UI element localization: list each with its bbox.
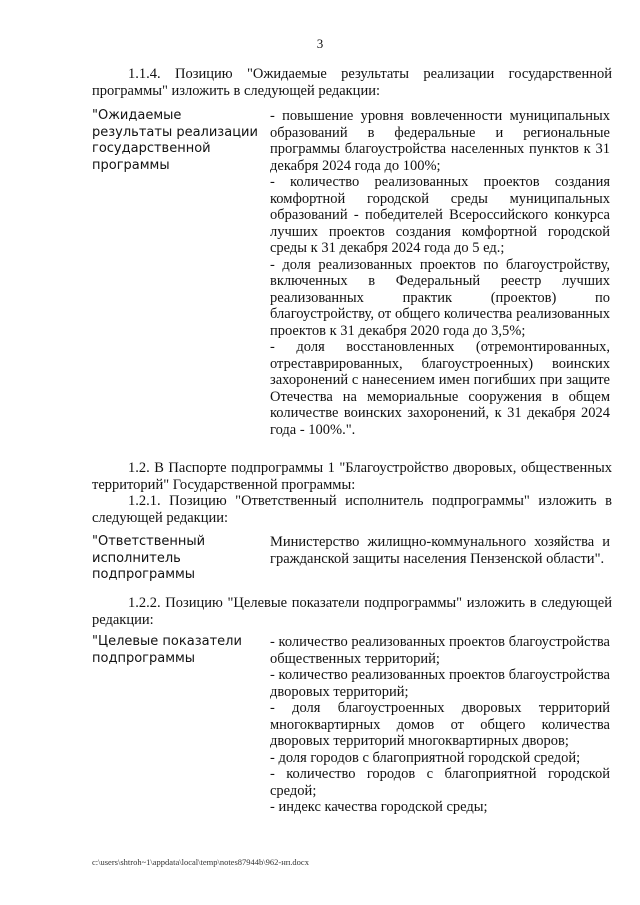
list-item: - индекс качества городской среды; <box>270 799 488 815</box>
list-item: - количество реализованных проектов создания комфортной городской среды муниципальных образований - победителей Всероссийского конкурса лучших проектов создания комфортной городской среды к 31 декабря 2024 года до 5 ед.; <box>270 174 610 256</box>
page-number: 3 <box>316 36 324 51</box>
responsible-executor-value: Министерство жилищно-коммунального хозяйства и гражданской защиты населения Пензенской области". <box>270 534 610 567</box>
responsible-executor-table <box>92 534 612 584</box>
target-indicators-table <box>92 634 612 816</box>
list-item: - доля реализованных проектов по благоустройству, включенных в Федеральный реестр лучших реализованных практик (проектов) по благоустройству, от общего количества реализованных проектов к 31 декабря 2020 года до 3,5%; <box>270 256 610 339</box>
file-path-footer: c:\users\shtroh~1\appdata\local\temp\notes87944b\962-нп.docx <box>92 857 309 867</box>
expected-results-label: "Ожидаемые результаты реализации государственной программы <box>92 108 258 173</box>
expected-results-list <box>270 108 610 438</box>
section-1-2-intro: 1.2. В Паспорте подпрограммы 1 "Благоустройство дворовых, общественных территорий" Государственной программы: <box>92 460 612 493</box>
target-indicators-list <box>270 634 610 816</box>
target-indicators-label: "Целевые показатели подпрограммы <box>92 634 242 666</box>
list-item: - количество городов с благоприятной городской средой; <box>270 766 610 799</box>
list-item: - доля благоустроенных дворовых территорий многоквартирных домов от общего количества дворовых территорий многоквартирных дворов; <box>270 700 610 749</box>
list-item: - количество реализованных проектов благоустройства дворовых территорий; <box>270 667 610 700</box>
section-1-2-1-intro: 1.2.1. Позицию "Ответственный исполнитель подпрограммы" изложить в следующей редакции: <box>92 493 612 526</box>
list-item: - доля городов с благоприятной городской средой; <box>270 749 581 766</box>
list-item: - доля восстановленных (отремонтированных, отреставрированных, благоустроенных) воинских захоронений с нанесением имен погибших при защите Отечества на мемориальные сооружения в общем количестве воинских захоронений, к 31 декабря 2024 года - 100%.". <box>270 339 610 438</box>
section-1-2-2-intro: 1.2.2. Позицию "Целевые показатели подпрограммы" изложить в следующей редакции: <box>92 595 612 628</box>
expected-results-table <box>92 108 612 438</box>
section-1-1-4-intro: 1.1.4. Позицию "Ожидаемые результаты реализации государственной программы" изложить в следующей редакции: <box>92 66 612 99</box>
responsible-executor-label: "Ответственный исполнитель подпрограммы <box>92 534 206 582</box>
list-item: - количество реализованных проектов благоустройства общественных территорий; <box>270 634 610 667</box>
list-item: - повышение уровня вовлеченности муниципальных образований в федеральные и региональные программы благоустройства населенных пунктов к 31 декабря 2024 года до 100%; <box>270 108 610 174</box>
